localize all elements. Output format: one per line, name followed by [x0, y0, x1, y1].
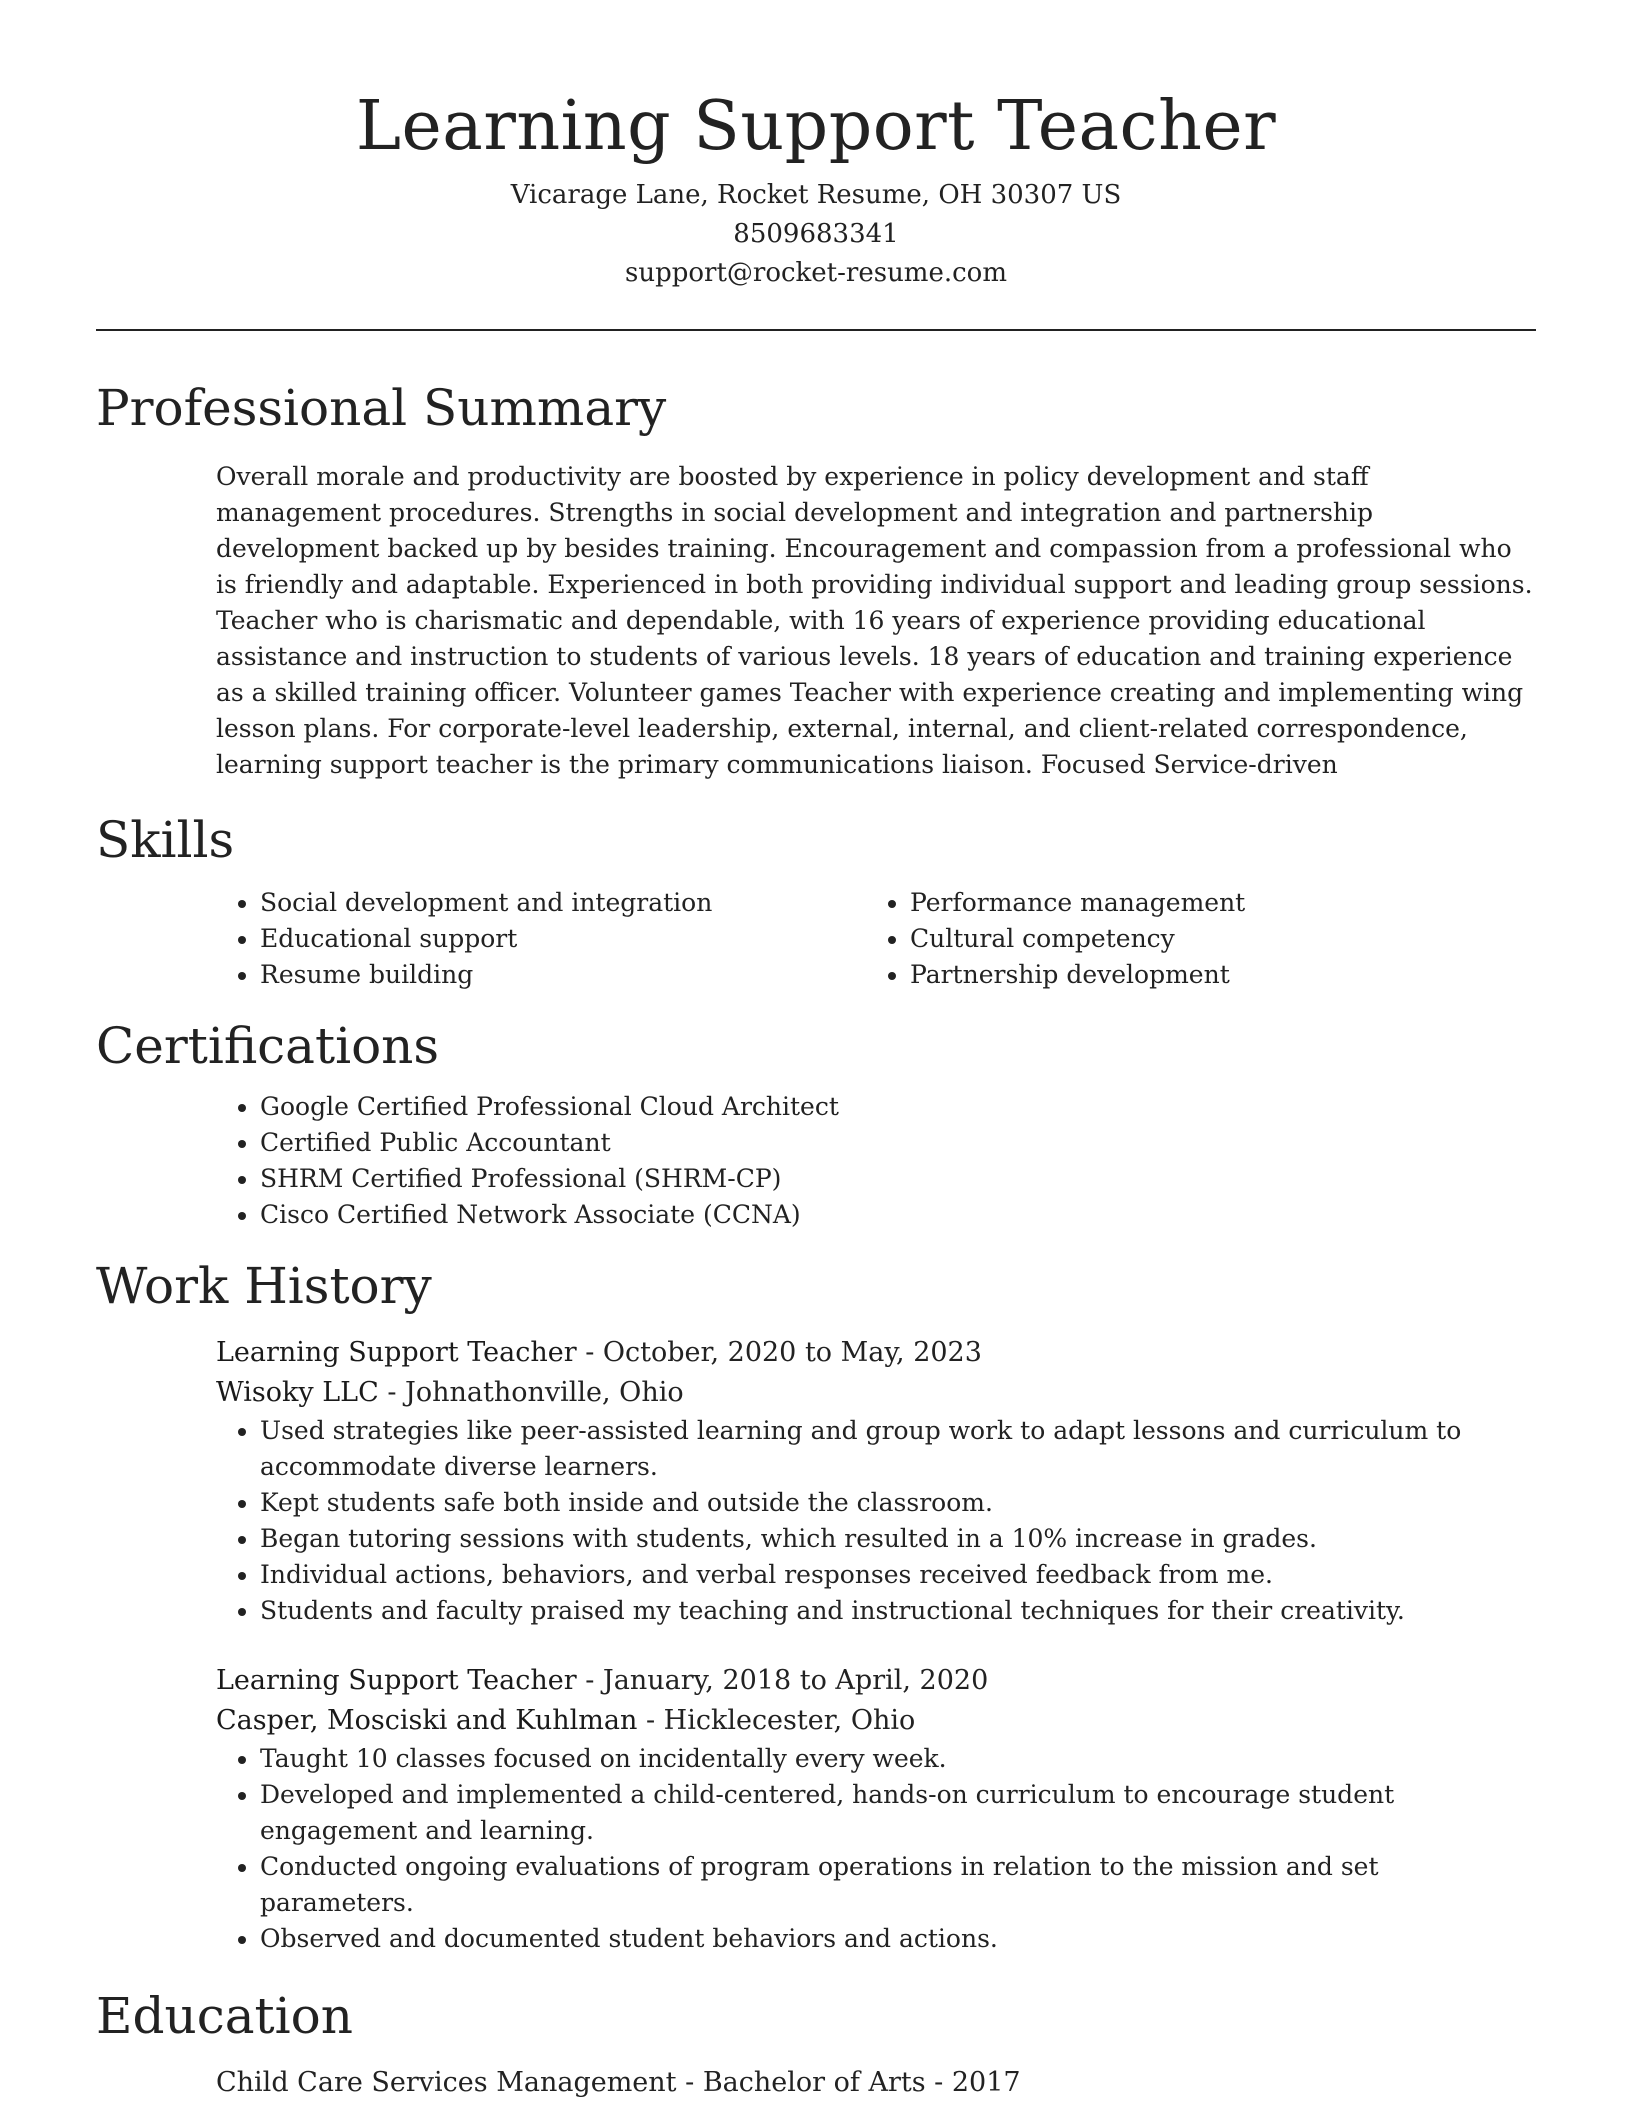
certification-item: • Cisco Certified Network Associate (CCNA)	[260, 1197, 1536, 1233]
skill-item: • Performance management	[910, 885, 1516, 921]
certification-item: • Certified Public Accountant	[260, 1125, 1536, 1161]
skills-column-right	[866, 885, 1516, 993]
job-entry	[216, 1661, 1536, 1957]
job-role: Learning Support Teacher	[216, 1337, 577, 1368]
header-divider	[96, 329, 1536, 331]
job-dates: - October, 2020 to May, 2023	[576, 1337, 982, 1368]
job-bullet: • Developed and implemented a child-centered, hands-on curriculum to encourage student engagement and learning.	[260, 1777, 1536, 1849]
job-company-line	[216, 1373, 1536, 1413]
resume-page	[96, 0, 1536, 2103]
candidate-name: Learning Support Teacher	[355, 87, 1277, 166]
job-bullet: • Observed and documented student behaviors and actions.	[260, 1921, 1536, 1957]
job-title-line	[216, 1661, 1536, 1701]
section-title-certifications: Certifications	[96, 1017, 440, 1075]
contact-phone: 8509683341	[733, 219, 899, 249]
job-role: Learning Support Teacher	[216, 1665, 577, 1696]
job-company-line	[216, 1701, 1536, 1741]
certifications-list	[216, 1089, 1536, 1233]
job-dates: - January, 2018 to April, 2020	[576, 1665, 989, 1696]
section-title-summary: Professional Summary	[96, 379, 667, 437]
job-bullets	[216, 1413, 1536, 1629]
job-bullets	[216, 1741, 1536, 1957]
job-bullet: • Taught 10 classes focused on incidentally every week.	[260, 1741, 1536, 1777]
contact-info	[96, 176, 1536, 293]
summary-text: Overall morale and productivity are boosted by experience in policy development and staff management procedures. Strengths in social development and integration and partnership development backed up by besides training. Encouragement and compassion from a professional who is friendly and adaptable. Experienced in both providing individual support and leading group sessions. Teacher who is charismatic and dependable, with 16 years of experience providing educational assistance and instruction to students of various levels. 18 years of education and training experience as a skilled training officer. Volunteer games Teacher with experience creating and implementing wing lesson plans. For corporate-level leadership, external, internal, and client-related correspondence, learning support teacher is the primary communications liaison. Focused Service-driven	[216, 462, 1533, 779]
job-location: - Johnathonville, Ohio	[378, 1377, 684, 1408]
skill-item: • Educational support	[260, 921, 866, 957]
job-bullet: • Used strategies like peer-assisted learning and group work to adapt lessons and curriculum to accommodate diverse learners.	[260, 1413, 1536, 1485]
skills-column-left	[216, 885, 866, 993]
contact-address: Vicarage Lane, Rocket Resume, OH 30307 US	[510, 180, 1122, 210]
skill-item: • Cultural competency	[910, 921, 1516, 957]
skills-grid	[216, 885, 1536, 993]
job-bullet: • Individual actions, behaviors, and verbal responses received feedback from me.	[260, 1557, 1536, 1593]
job-entry	[216, 1333, 1536, 1629]
job-location: - Hicklecester, Ohio	[637, 1705, 916, 1736]
skill-item: • Social development and integration	[260, 885, 866, 921]
job-company: Wisoky LLC	[216, 1377, 379, 1408]
job-company: Casper, Mosciski and Kuhlman	[216, 1705, 638, 1736]
section-title-skills: Skills	[96, 811, 235, 869]
skill-item: • Partnership development	[910, 957, 1516, 993]
job-bullet: • Conducted ongoing evaluations of program operations in relation to the mission and set parameters.	[260, 1849, 1536, 1921]
contact-email: support@rocket-resume.com	[624, 258, 1007, 288]
job-bullet: • Students and faculty praised my teaching and instructional techniques for their creativity.	[260, 1593, 1536, 1629]
section-title-work-history: Work History	[96, 1257, 432, 1315]
job-title-line	[216, 1333, 1536, 1373]
education-degree: Child Care Services Management - Bachelor of Arts - 2017	[216, 2067, 1021, 2098]
certification-item: • Google Certified Professional Cloud Architect	[260, 1089, 1536, 1125]
job-bullet: • Kept students safe both inside and outside the classroom.	[260, 1485, 1536, 1521]
section-title-education: Education	[96, 1987, 353, 2045]
skill-item: • Resume building	[260, 957, 866, 993]
certification-item: • SHRM Certified Professional (SHRM-CP)	[260, 1161, 1536, 1197]
resume-header	[96, 0, 1536, 293]
job-bullet: • Began tutoring sessions with students, which resulted in a 10% increase in grades.	[260, 1521, 1536, 1557]
